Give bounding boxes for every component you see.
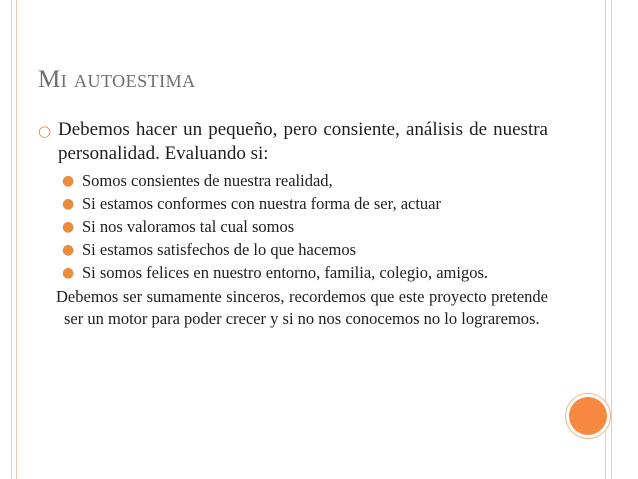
bullet-item [38, 216, 548, 238]
frame-right-outer-line [611, 0, 612, 479]
bullet-text: Si somos felices en nuestro entorno, familia, colegio, amigos. [82, 263, 488, 282]
orange-bullet-icon: ● [62, 242, 75, 258]
orange-circle-decoration [569, 397, 607, 435]
frame-left-outer-line [11, 0, 12, 479]
bullet-item [38, 170, 548, 192]
bullet-item [38, 193, 548, 215]
intro-text: Debemos hacer un pequeño, pero consiente, análisis de nuestra personalidad. Evaluando si: [58, 119, 548, 164]
slide-content [38, 118, 548, 330]
orange-bullet-icon: ● [62, 219, 75, 235]
orange-bullet-icon: ● [62, 265, 75, 281]
frame-left-inner-line [16, 0, 17, 479]
closing-paragraph: Debemos ser sumamente sinceros, recordemos que este proyecto pretende ser un motor para poder crecer y si no nos conocemos no lo lograremos. [56, 287, 548, 328]
bullet-text: Si nos valoramos tal cual somos [82, 217, 295, 236]
orange-bullet-icon: ● [62, 173, 75, 189]
intro-paragraph [38, 118, 548, 166]
bullet-item [38, 239, 548, 261]
bullet-text: Somos consientes de nuestra realidad, [82, 171, 333, 190]
slide-title: Mi autoestima [38, 66, 196, 93]
bullet-text: Si estamos satisfechos de lo que hacemos [82, 240, 357, 259]
bullet-text: Si estamos conformes con nuestra forma de ser, actuar [82, 194, 442, 213]
orange-bullet-icon: ● [62, 196, 75, 212]
orange-circle-bullet-icon: ○ [38, 122, 52, 140]
bullet-item [38, 262, 548, 284]
